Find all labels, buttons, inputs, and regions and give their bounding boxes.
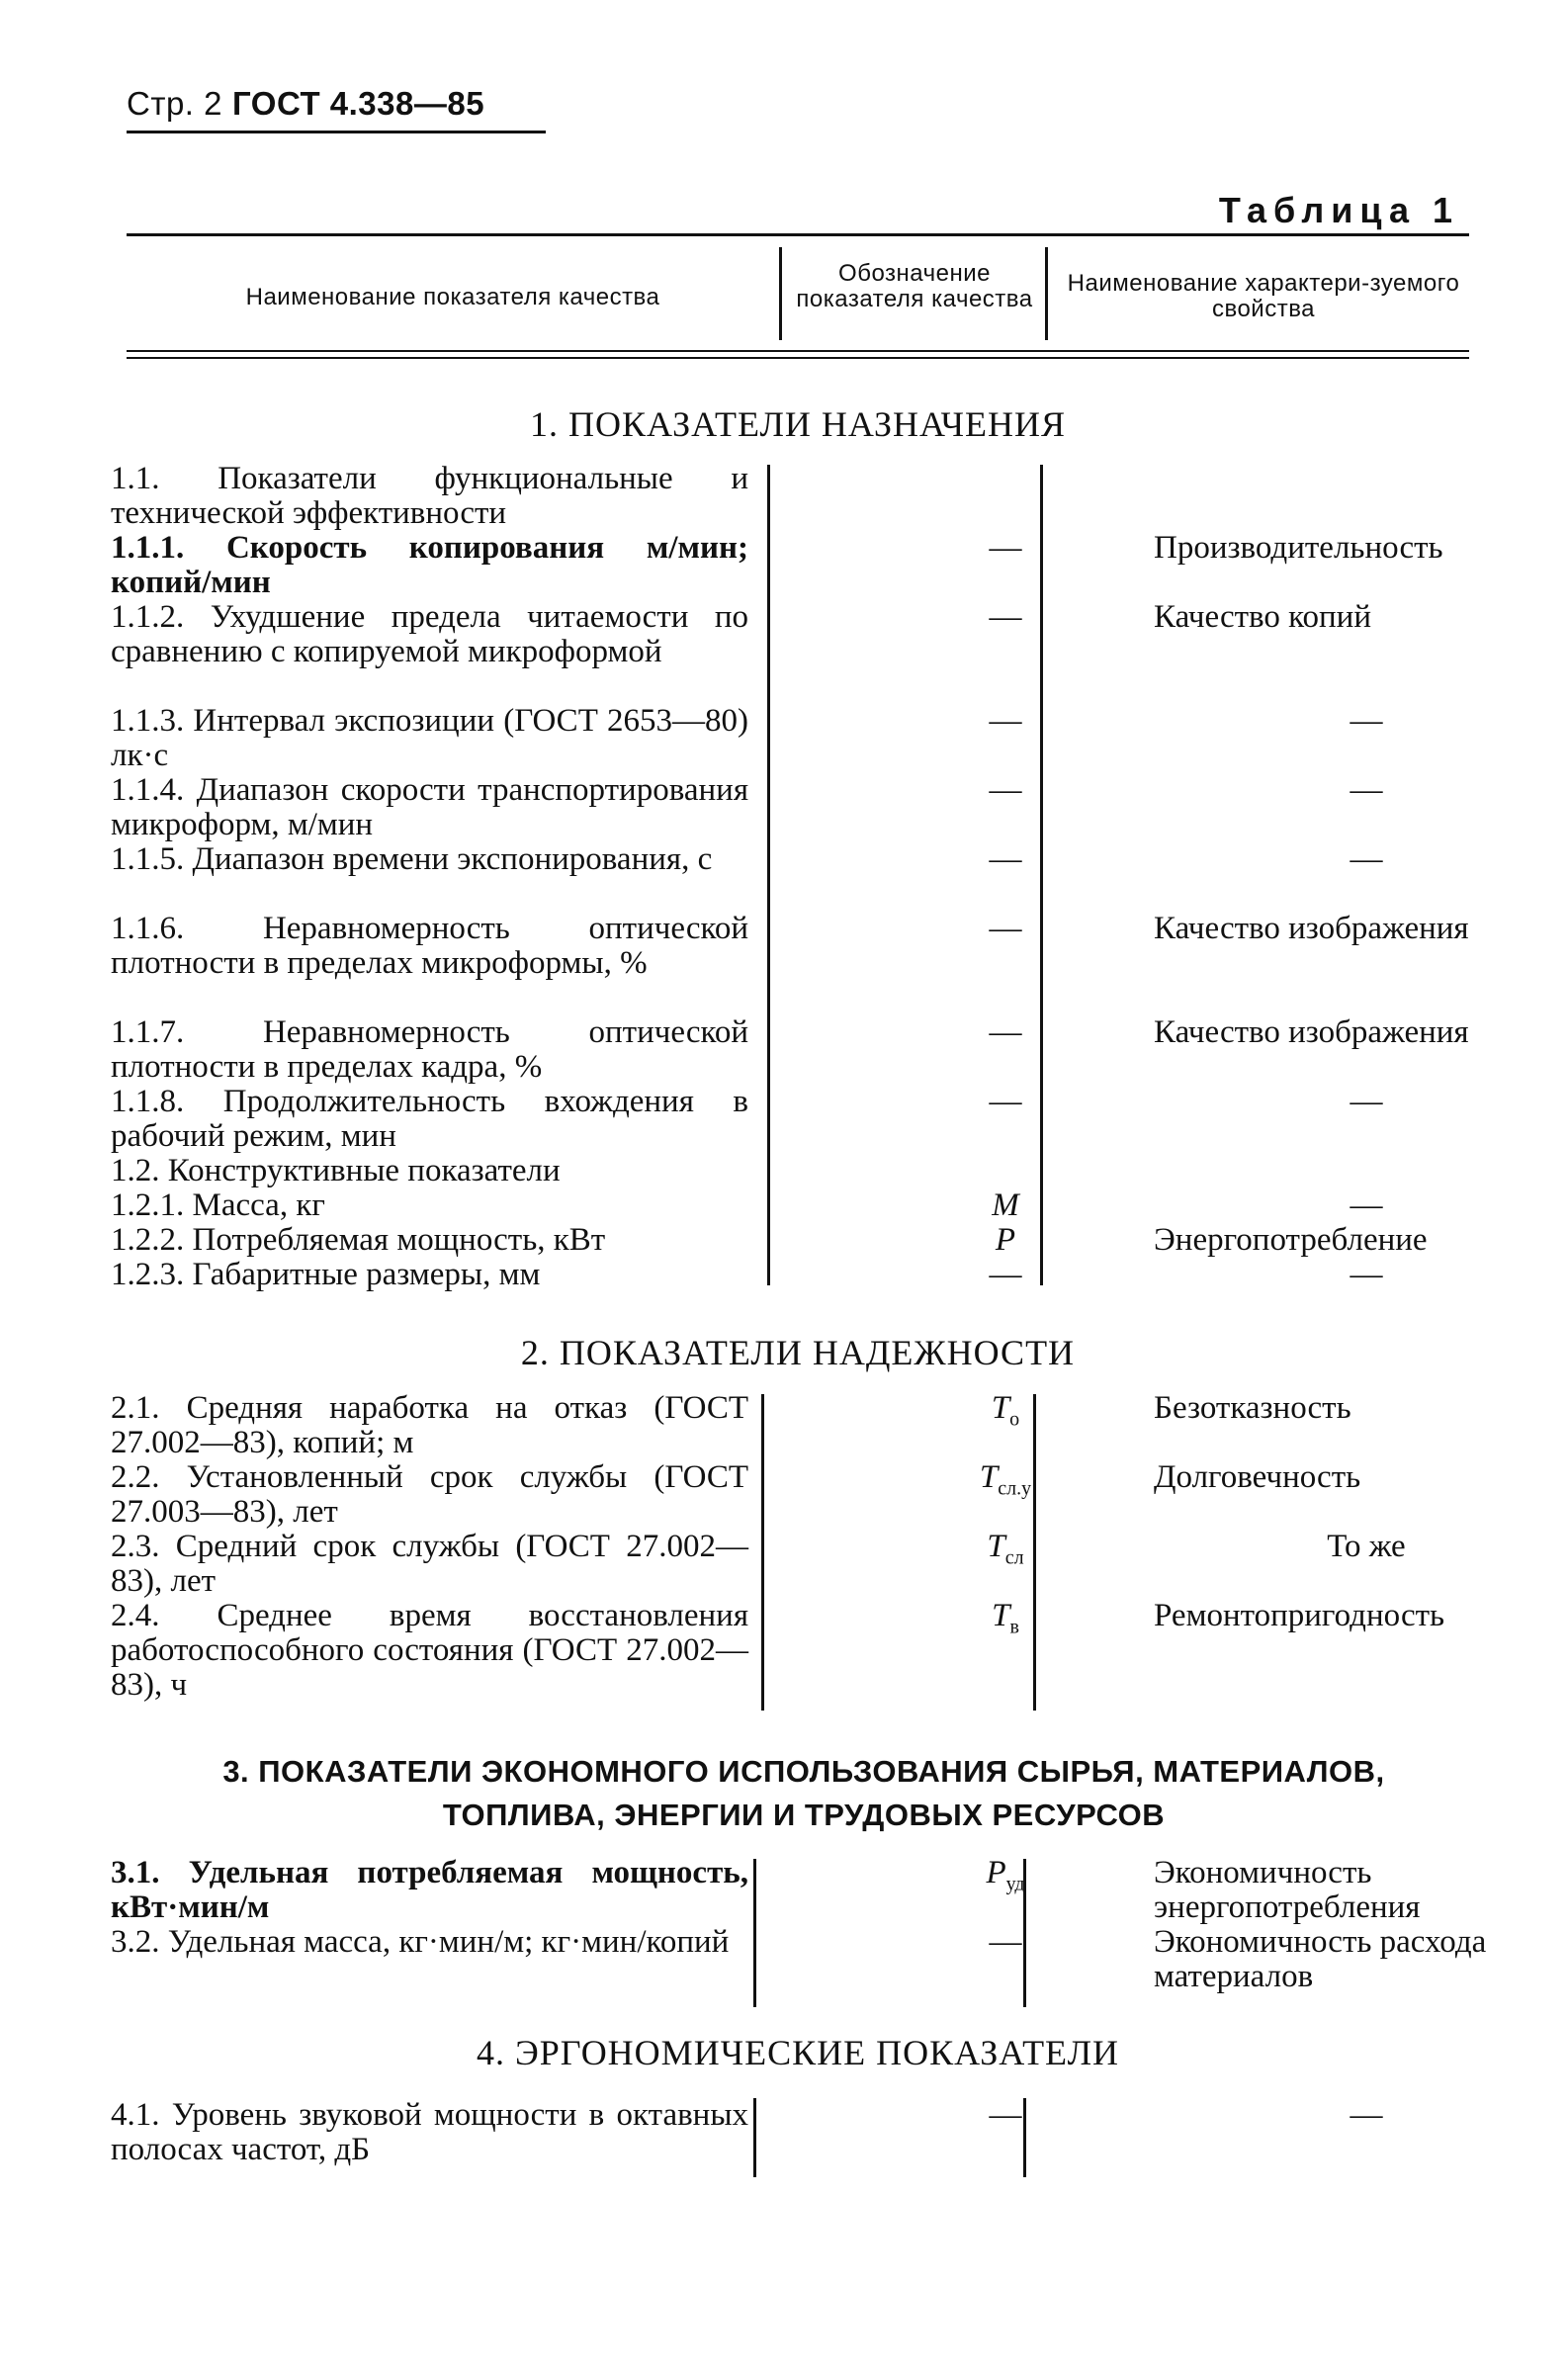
indicator-symbol: —	[989, 772, 1022, 808]
indicator-symbol: P	[995, 1222, 1016, 1258]
indicator-symbol: —	[989, 703, 1022, 739]
indicator-name: 1.1.7. Неравномерность оптической плотности в пределах кадра, %	[111, 1014, 748, 1085]
indicator-name: 1.1.6. Неравномерность оптической плотности в пределах микроформы, %	[111, 911, 748, 981]
characterized-property: Безотказность	[1154, 1390, 1351, 1426]
indicator-name: 1.1.1. Скорость копирования м/мин; копий/мин	[111, 530, 748, 600]
column-divider	[767, 465, 770, 1285]
table-head-bottom-rule	[127, 357, 1469, 359]
indicator-symbol: —	[989, 2097, 1022, 2133]
symbol-letter: P	[986, 1855, 1006, 1890]
indicator-name: 1.2.2. Потребляемая мощность, кВт	[111, 1222, 606, 1258]
characterized-property: —	[1350, 1084, 1383, 1119]
indicator-symbol	[897, 1856, 1114, 1902]
indicator-symbol: —	[989, 1084, 1022, 1119]
indicator-symbol	[897, 1460, 1114, 1507]
table-head-bottom-rule	[127, 350, 1469, 352]
characterized-property: —	[1350, 703, 1383, 739]
indicator-name: 3.2. Удельная масса, кг·мин/м; кг·мин/копий	[111, 1924, 730, 1960]
characterized-property: —	[1350, 2097, 1383, 2133]
indicator-name: 1.1.8. Продолжительность вхождения в рабочий режим, мин	[111, 1084, 748, 1154]
indicator-name: 2.2. Установленный срок службы (ГОСТ 27.003—83), лет	[111, 1459, 748, 1530]
characterized-property: Энергопотребление	[1154, 1222, 1428, 1258]
page-number: Стр. 2	[127, 85, 222, 122]
indicator-symbol	[897, 1530, 1114, 1576]
column-divider	[1045, 247, 1048, 340]
characterized-property: —	[1350, 1187, 1383, 1223]
indicator-name: 1.2.1. Масса, кг	[111, 1187, 325, 1223]
characterized-property: Ремонтопригодность	[1154, 1598, 1445, 1633]
indicator-name: 1.1.5. Диапазон времени экспонирования, с	[111, 841, 713, 877]
symbol-subscript: о	[1009, 1408, 1020, 1431]
symbol-subscript: в	[1009, 1616, 1019, 1638]
indicator-symbol: —	[989, 841, 1022, 877]
characterized-property: Долговечность	[1154, 1459, 1361, 1495]
indicator-symbol: —	[989, 1014, 1022, 1050]
gost-number: ГОСТ 4.338—85	[232, 85, 485, 122]
table-label: Таблица 1	[1218, 190, 1459, 230]
characterized-property: Экономичность энергопотребления	[1154, 1855, 1421, 1925]
column-header-property: Наименование характери-зуемого свойства	[1067, 270, 1460, 322]
indicator-name: 1.1.2. Ухудшение предела читаемости по сравнению с копируемой микроформой	[111, 599, 748, 669]
characterized-property: То же	[1327, 1529, 1406, 1564]
characterized-property: Производительность	[1154, 530, 1443, 566]
page-header	[127, 85, 484, 123]
header-rule	[127, 131, 546, 133]
symbol-letter: T	[987, 1529, 1005, 1564]
indicator-name: 2.4. Среднее время восстановления работоспособного состояния (ГОСТ 27.002—83), ч	[111, 1598, 748, 1703]
indicator-name: 3.1. Удельная потребляемая мощность, кВт·мин/м	[111, 1855, 748, 1925]
indicator-name: 4.1. Уровень звуковой мощности в октавных полосах частот, дБ	[111, 2097, 748, 2167]
characterized-property: Качество изображения	[1154, 911, 1469, 946]
symbol-subscript: сл.у	[998, 1477, 1032, 1500]
indicator-name: 1.1.3. Интервал экспозиции (ГОСТ 2653—80) лк·с	[111, 703, 748, 773]
column-header-name: Наименование показателя качества	[245, 284, 660, 310]
indicator-name: 1.2. Конструктивные показатели	[111, 1153, 561, 1188]
column-header-symbol: Обозначение показателя качества	[796, 260, 1033, 312]
indicator-symbol: —	[989, 599, 1022, 635]
symbol-subscript: уд	[1005, 1873, 1025, 1895]
indicator-symbol: —	[989, 1924, 1022, 1960]
column-divider	[779, 247, 782, 340]
indicator-name: 2.1. Средняя наработка на отказ (ГОСТ 27.002—83), копий; м	[111, 1390, 748, 1460]
indicator-symbol: —	[989, 911, 1022, 946]
symbol-letter: T	[991, 1390, 1010, 1426]
characterized-property: —	[1350, 1257, 1383, 1292]
indicator-name: 2.3. Средний срок службы (ГОСТ 27.002—83), лет	[111, 1529, 748, 1599]
symbol-letter: T	[979, 1459, 999, 1495]
indicator-name: 1.1.4. Диапазон скорости транспортирования микроформ, м/мин	[111, 772, 748, 842]
characterized-property: Качество изображения	[1154, 1014, 1469, 1050]
section-title: 3. ПОКАЗАТЕЛИ ЭКОНОМНОГО ИСПОЛЬЗОВАНИЯ СЫРЬЯ, МАТЕРИАЛОВ, ТОПЛИВА, ЭНЕРГИИ И ТРУДОВЫХ РЕСУРСОВ	[222, 1754, 1385, 1832]
column-divider	[761, 1394, 764, 1711]
column-divider	[753, 2098, 756, 2177]
table-head-top-rule	[127, 233, 1469, 236]
section-title: 4. ЭРГОНОМИЧЕСКИЕ ПОКАЗАТЕЛИ	[476, 2033, 1119, 2072]
indicator-name: 1.1. Показатели функциональные и технической эффективности	[111, 461, 748, 531]
indicator-symbol	[897, 1391, 1114, 1438]
indicator-symbol	[897, 1599, 1114, 1645]
symbol-subscript: сл	[1004, 1546, 1024, 1569]
column-divider	[753, 1859, 756, 2007]
characterized-property: Качество копий	[1154, 599, 1371, 635]
indicator-symbol: —	[989, 1257, 1022, 1292]
characterized-property: —	[1350, 841, 1383, 877]
symbol-letter: T	[992, 1598, 1010, 1633]
indicator-symbol: M	[992, 1187, 1019, 1223]
indicator-symbol: —	[989, 530, 1022, 566]
indicator-name: 1.2.3. Габаритные размеры, мм	[111, 1257, 541, 1292]
section-title: 2. ПОКАЗАТЕЛИ НАДЕЖНОСТИ	[520, 1333, 1076, 1372]
characterized-property: Экономичность расхода материалов	[1154, 1924, 1487, 1994]
characterized-property: —	[1350, 772, 1383, 808]
section-title: 1. ПОКАЗАТЕЛИ НАЗНАЧЕНИЯ	[530, 404, 1066, 444]
